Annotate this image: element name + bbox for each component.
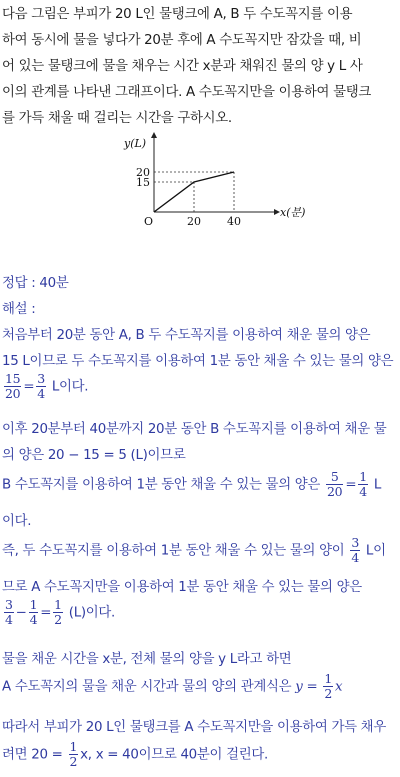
solution-heading: 해설 :: [2, 302, 36, 317]
solution-line: 15 L이므로 두 수도꼭지를 이용하여 1분 동안 채울 수 있는 물의 양은: [2, 354, 394, 369]
solution-line-fraction: 즉, 두 수도꼭지를 이용하여 1분 동안 채울 수 있는 물의 양이 $\frac{3}{4}$ L이: [2, 535, 386, 565]
x-tick-label: 20: [187, 215, 201, 228]
solution-line-fraction: 려면 20 = $\frac{1}{2}$ x, x = 40이므로 40분이 걸린다.: [2, 739, 268, 769]
answer-line: 정답 : 40분: [2, 276, 69, 291]
solution-line: 이다.: [2, 514, 32, 529]
fraction: $\frac{1}{2}$: [69, 739, 78, 769]
solution-line: 의 양은 20 − 15 = 5 (L)이므로: [2, 448, 186, 463]
y-axis-label: y(L): [124, 137, 147, 150]
solution-line: 므로 A 수도꼭지만을 이용하여 1분 동안 채울 수 있는 물의 양은: [2, 580, 362, 595]
fraction: $\frac{1}{2}$: [324, 671, 332, 701]
y-tick-label: 20: [136, 166, 150, 179]
problem-line: 하여 동시에 물을 넣다가 20분 후에 A 수도꼭지만 잠갔을 때, 비: [2, 33, 362, 48]
fraction: $\frac{15}{20}$: [5, 371, 21, 401]
solution-line: 처음부터 20분 동안 A, B 두 수도꼭지를 이용하여 채운 물의 양은: [2, 328, 371, 343]
fraction: $\frac{5}{20}$: [327, 469, 343, 499]
solution-line-fraction: B 수도꼭지를 이용하여 1분 동안 채울 수 있는 물의 양은 $\frac{5}{20}$ = $\frac{1}{4}$ L: [2, 469, 382, 499]
y-tick-label: 15: [136, 176, 150, 189]
problem-line: 이의 관계를 나타낸 그래프이다. A 수도꼭지만을 이용하여 물탱크: [2, 85, 372, 100]
solution-line: 따라서 부피가 20 L인 물탱크를 A 수도꼭지만을 이용하여 가득 채우: [2, 720, 386, 735]
fraction: $\frac{1}{4}$: [29, 597, 38, 627]
problem-line: 다음 그림은 부피가 20 L인 물탱크에 A, B 두 수도꼭지를 이용: [2, 7, 353, 22]
x-tick-label: 40: [227, 215, 241, 228]
solution-line-fraction: A 수도꼭지의 물을 채운 시간과 물의 양의 관계식은 y = $\frac{1}{2}$ x: [2, 671, 343, 701]
x-axis-label: x(분): [280, 206, 306, 219]
problem-line: 어 있는 물탱크에 물을 채우는 시간 x분과 채워진 물의 양 y L 사: [2, 59, 363, 74]
fraction: $\frac{3}{4}$: [5, 597, 13, 627]
solution-line-fraction: $\frac{3}{4}$ − $\frac{1}{4}$ = $\frac{1}{2}$ (L)이다.: [5, 597, 116, 627]
solution-line: 물을 채운 시간을 x분, 전체 물의 양을 y L라고 하면: [2, 652, 292, 667]
problem-text: [2, 2, 398, 132]
y-axis-arrow: [151, 132, 157, 138]
origin-label: O: [144, 215, 154, 228]
problem-line: 를 가득 채울 때 걸리는 시간을 구하시오.: [2, 111, 232, 126]
fraction: $\frac{3}{4}$: [351, 535, 359, 565]
line-graph: [118, 130, 306, 240]
fraction: $\frac{1}{2}$: [54, 597, 62, 627]
solution-line: 이후 20분부터 40분까지 20분 동안 B 수도꼭지를 이용하여 채운 물: [2, 422, 387, 437]
fraction: $\frac{3}{4}$: [37, 371, 45, 401]
solution-line-fraction: $\frac{15}{20}$ = $\frac{3}{4}$ L이다.: [5, 371, 89, 401]
fraction: $\frac{1}{4}$: [359, 469, 367, 499]
